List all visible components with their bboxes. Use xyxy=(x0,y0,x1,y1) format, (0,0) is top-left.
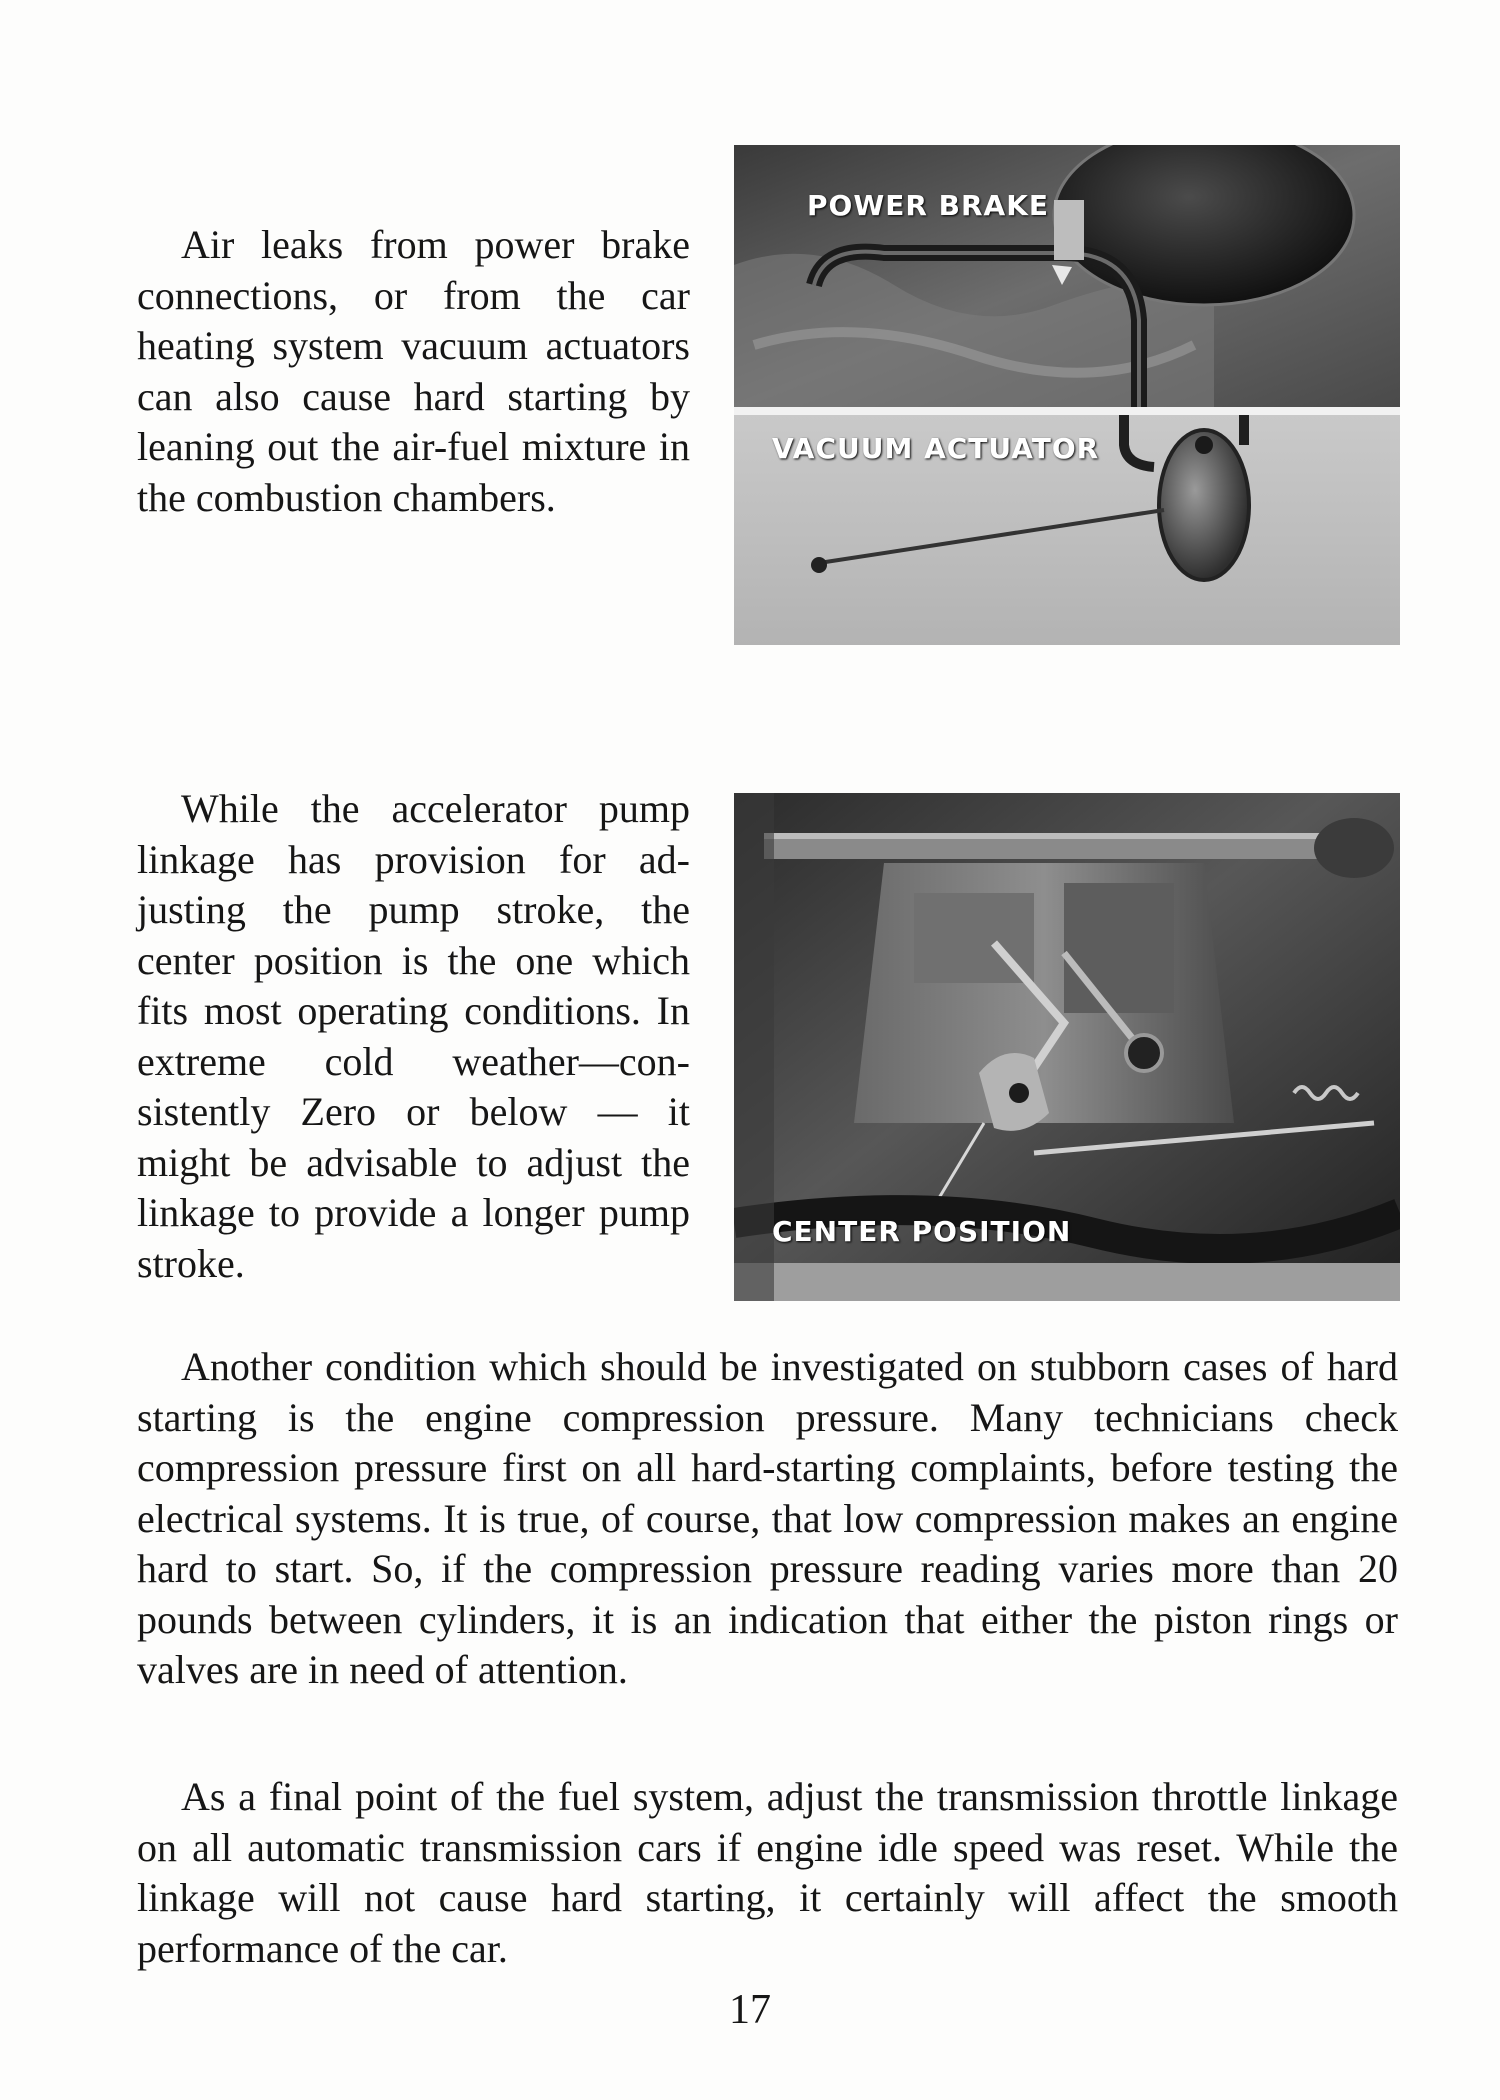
photo-carburetor-center-position xyxy=(734,793,1400,1301)
paragraph-transmission-throttle-linkage: As a final point of the fuel system, adjust the transmission throttle linkage on all automatic transmission cars if engine idle speed was reset. While the linkage will not cause hard starting, it certainly will affect the smooth performance of the car. xyxy=(137,1774,1398,1971)
paragraph-compression-pressure: Another condition which should be investigated on stubborn cases of hard starting is the engine compression pressure. Many technicians check compression pressure first on all hard-starting complaints, before testing the electrical systems. It is true, of course, that low compression makes an engine hard to start. So, if the compression pressure reading varies more than 20 pounds between cylinders, it is an indication that either the piston rings or valves are in need of attention. xyxy=(137,1344,1398,1692)
label-center-position: CENTER POSITION xyxy=(772,1215,1072,1248)
paragraph-power-brake-air-leaks: Air leaks from power brake connections, or from the car heating system vacuum actuators can also cause hard starting by leaning out the air-fuel mixture in the combustion chambers. xyxy=(137,222,690,520)
label-vacuum-actuator: VACUUM ACTUATOR xyxy=(772,432,1100,465)
page-number: 17 xyxy=(729,1987,771,2033)
label-power-brake: POWER BRAKE xyxy=(807,189,1050,222)
photo-power-brake-vacuum-actuator xyxy=(734,145,1400,645)
paragraph-accelerator-pump-linkage: While the accelerator pump linkage has provision for adjusting the pump stroke, the center position is the one which fits most operating conditions. In extreme cold weather—consistently Zero or below — it might be advisable to adjust the linkage to provide a longer pump stroke. xyxy=(137,786,690,1286)
